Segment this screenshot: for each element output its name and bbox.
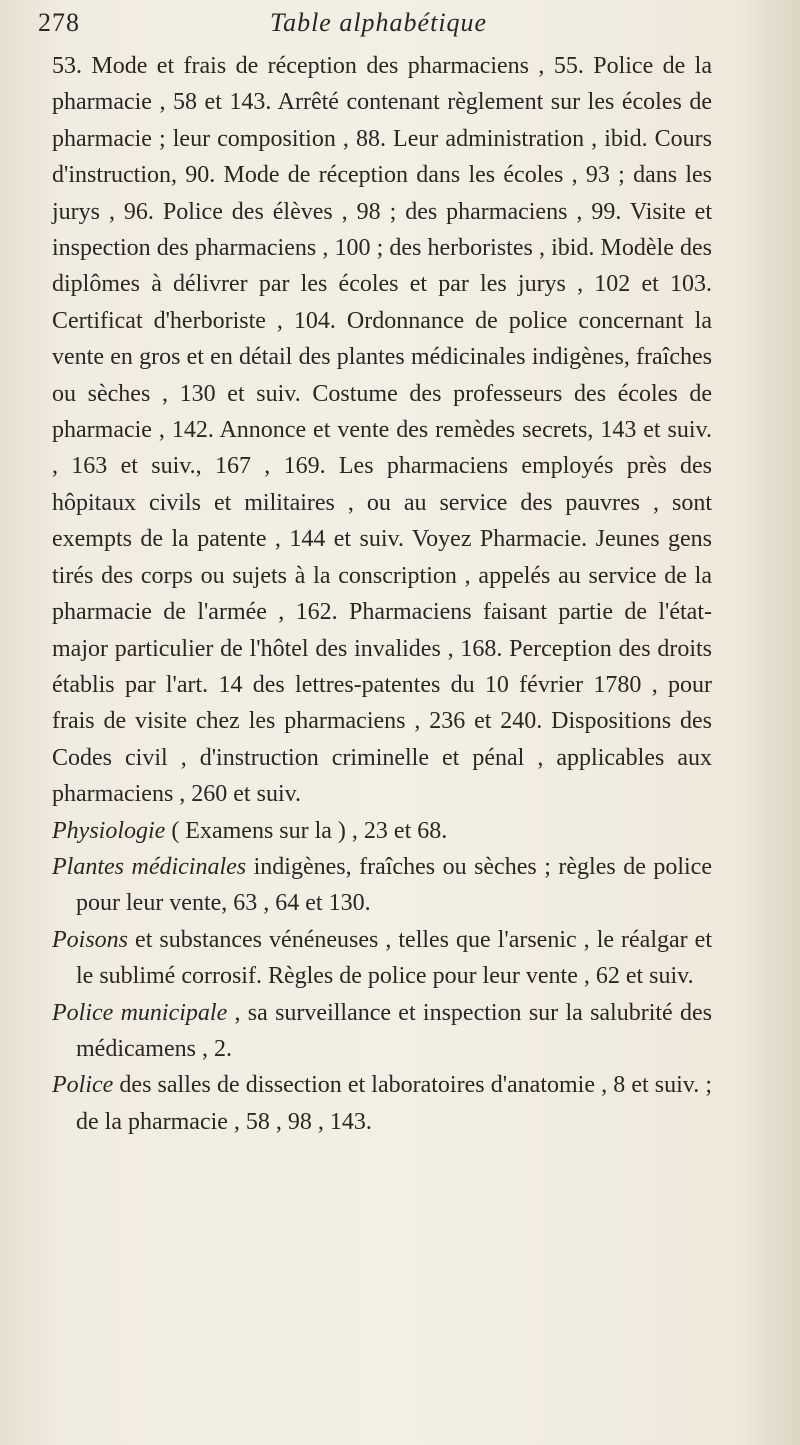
entry-term: Police municipale <box>52 999 228 1026</box>
entry-text: ( Examens sur la ) , 23 et 68. <box>165 817 448 844</box>
index-entry-police <box>52 1067 712 1140</box>
entry-term: Police <box>52 1072 114 1099</box>
entry-text: , sa surveillance et inspection sur la salubrité des médicamens , 2. <box>76 999 712 1062</box>
index-entry-physiologie <box>52 813 712 849</box>
page-edge-shadow <box>740 0 800 1445</box>
index-entry-police-municipale <box>52 995 712 1068</box>
index-body <box>52 48 712 1140</box>
index-entry-poisons <box>52 922 712 995</box>
entry-term: Physiologie <box>52 817 166 844</box>
entry-text: et substances vénéneuses , telles que l'arsenic , le réalgar et le sublimé corrosif. Règles de police pour leur vente , 62 et suiv. <box>76 926 712 990</box>
entry-text: indigènes, fraîches ou sèches ; règles de police pour leur vente, 63 , 64 et 130. <box>76 853 712 917</box>
entry-text: 53. Mode et frais de réception des pharmaciens , 55. Police de la pharmacie , 58 et 143. Arrêté contenant règlement sur les écoles de pharmacie ; leur composition , 88. Leur administration , ibid. Cours d'instruction, 90. Mode de réception dans les écoles , 93 ; dans les jurys , 96. Police des élèves , 98 ; des pharmaciens , 99. Visite et inspection des pharmaciens , 100 ; des herboristes , ibid. Modèle des diplômes à délivrer par les écoles et par les jurys , 102 et 103. Certificat d'herboriste , 104. Ordonnance de police concernant la vente en gros et en détail des plantes médicinales indigènes, fraîches ou sèches , 130 et suiv. Costume des professeurs des écoles de pharmacie , 142. Annonce et vente des remèdes secrets, 143 et suiv. , 163 et suiv., 167 , 169. Les pharmaciens employés près des hôpitaux civils et militaires , ou au service des pauvres , sont exempts de la patente , 144 et suiv. Voyez Pharmacie. Jeunes gens tirés des corps ou sujets à la conscription , appelés au service de la pharmacie de l'armée , 162. Pharmaciens faisant partie de l'état-major particulier de l'hôtel des invalides , 168. Perception des droits établis par l'art. 14 des lettres-patentes du 10 février 1780 , pour frais de visite chez les pharmaciens , 236 et 240. Dispositions des Codes civil , d'instruction criminelle et pénal , applicables aux pharmaciens , 260 et suiv. <box>52 53 712 808</box>
page-number: 278 <box>38 8 80 37</box>
index-entry-pharmaciens-continued <box>52 48 712 813</box>
index-entry-plantes-medicinales <box>52 849 712 922</box>
entry-text: des salles de dissection et laboratoires d'anatomie , 8 et suiv. ; de la pharmacie , 58 , 98 , 143. <box>76 1072 712 1135</box>
entry-term: Plantes médicinales <box>52 853 247 880</box>
running-head <box>38 8 758 48</box>
entry-term: Poisons <box>52 926 129 953</box>
running-title: Table alphabétique <box>270 8 488 37</box>
